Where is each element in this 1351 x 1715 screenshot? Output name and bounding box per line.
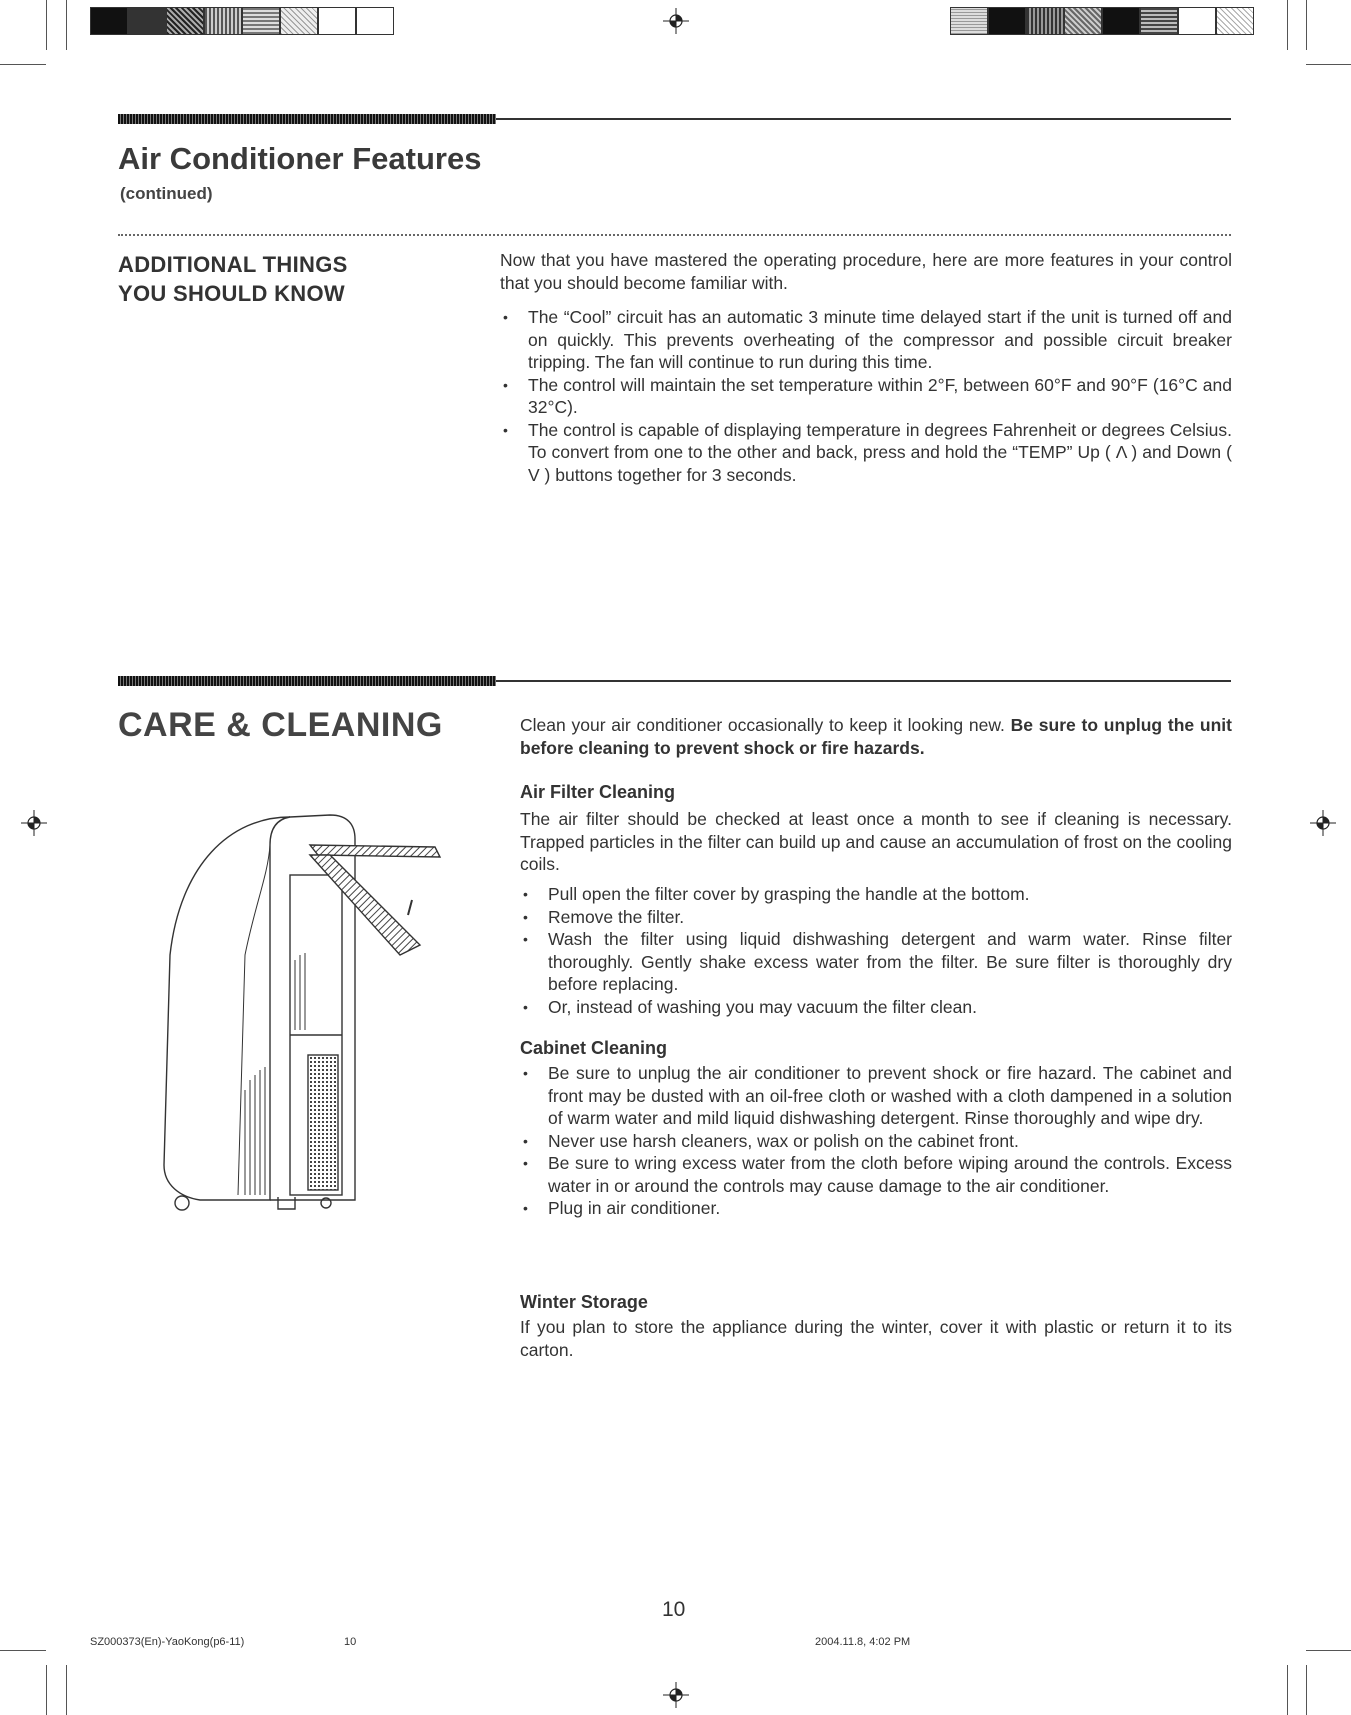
winter-paragraph: If you plan to store the appliance during the winter, cover it with plastic or return it to its carton. — [520, 1317, 1232, 1360]
crop-mark — [66, 1665, 67, 1715]
cabinet-list — [520, 1062, 1232, 1220]
list-item: • The control is capable of displaying temperature in degrees Fahrenheit or degrees Celsius. To convert from one to the other and back, press and hold the “TEMP” Up ( Λ ) and Down ( V ) buttons together for 3 seconds. — [500, 419, 1232, 487]
list-item: • Plug in air conditioner. — [520, 1197, 1232, 1220]
crop-mark — [1306, 0, 1307, 50]
list-item: • The control will maintain the set temperature within 2°F, between 60°F and 90°F (16°C and 32°C). — [500, 374, 1232, 419]
registration-bar-left — [90, 7, 400, 35]
air-conditioner-illustration — [150, 805, 470, 1215]
registration-crosshair-icon — [663, 8, 689, 34]
crop-mark — [1287, 0, 1288, 50]
air-filter-heading: Air Filter Cleaning — [520, 782, 676, 802]
registration-crosshair-icon — [663, 1682, 689, 1708]
crop-mark — [1306, 64, 1351, 65]
crop-mark — [0, 64, 46, 65]
air-filter-paragraph: The air filter should be checked at least once a month to see if cleaning is necessary. Trapped particles in the filter can build up and cause an accumulation of frost on the cooling coils. — [520, 809, 1232, 874]
list-item: • Wash the filter using liquid dishwashing detergent and warm water. Rinse filter thoroughly. Gently shake excess water from the filter. Be sure filter is thoroughly dry before replacing. — [520, 928, 1232, 996]
page-subtitle: (continued) — [120, 184, 213, 203]
list-item: • Remove the filter. — [520, 906, 1232, 929]
care-warning: Be sure to unplug the unit before cleaning to prevent shock or fire hazards. — [520, 715, 1232, 758]
care-intro-text: Clean your air conditioner occasionally to keep it looking new. — [520, 715, 1005, 735]
crop-mark — [1287, 1665, 1288, 1715]
crop-mark — [1306, 1650, 1351, 1651]
air-filter-list — [520, 883, 1232, 1018]
cabinet-heading: Cabinet Cleaning — [520, 1038, 668, 1058]
list-item: • Be sure to wring excess water from the cloth before wiping around the controls. Excess water in or around the controls may cause damage to the air conditioner. — [520, 1152, 1232, 1197]
page-number: 10 — [662, 1598, 686, 1621]
list-item: • The “Cool” circuit has an automatic 3 minute time delayed start if the unit is turned off and on quickly. This prevents overheating of the compressor and possible circuit breaker tripping. The fan will continue to run during this time. — [500, 306, 1232, 374]
features-intro: Now that you have mastered the operating procedure, here are more features in your control that you should become familiar with. — [500, 250, 1232, 293]
slug-page-number: 10 — [344, 1636, 357, 1648]
section-divider — [118, 114, 1231, 124]
section-divider — [118, 676, 1231, 686]
crop-mark — [46, 0, 47, 50]
care-intro — [520, 714, 1232, 759]
file-slug: SZ000373(En)-YaoKong(p6-11) — [90, 1636, 245, 1648]
list-item: • Or, instead of washing you may vacuum the filter clean. — [520, 996, 1232, 1019]
side-heading-line: YOU SHOULD KNOW — [118, 281, 345, 306]
features-list — [500, 306, 1232, 486]
crop-mark — [66, 0, 67, 50]
registration-crosshair-icon — [21, 810, 47, 836]
slug-timestamp: 2004.11.8, 4:02 PM — [815, 1636, 911, 1648]
crop-mark — [0, 1650, 46, 1651]
list-item: • Pull open the filter cover by grasping the handle at the bottom. — [520, 883, 1232, 906]
winter-heading: Winter Storage — [520, 1292, 648, 1312]
side-heading-line: ADDITIONAL THINGS — [118, 252, 348, 277]
dotted-divider — [118, 234, 1231, 236]
list-item: • Be sure to unplug the air conditioner to prevent shock or fire hazard. The cabinet and front may be dusted with an oil-free cloth or washed with a cloth dampened in a solution of warm water and mild liquid dishwashing detergent. Rinse thoroughly and wipe dry. — [520, 1062, 1232, 1130]
registration-bar-right — [950, 7, 1260, 35]
crop-mark — [1306, 1665, 1307, 1715]
side-heading — [118, 250, 348, 308]
section-title: CARE & CLEANING — [118, 706, 443, 744]
crop-mark — [46, 1665, 47, 1715]
registration-crosshair-icon — [1310, 810, 1336, 836]
list-item: • Never use harsh cleaners, wax or polish on the cabinet front. — [520, 1130, 1232, 1153]
page-title: Air Conditioner Features — [118, 141, 482, 176]
